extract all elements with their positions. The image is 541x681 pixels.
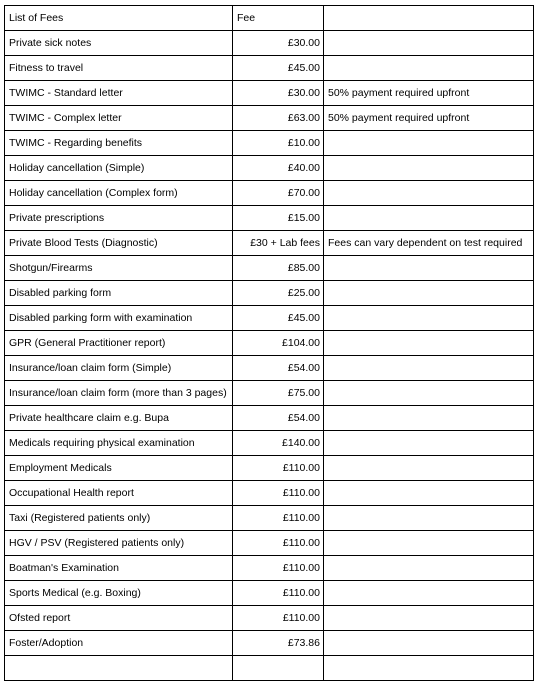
fee-note-cell	[324, 606, 534, 631]
fee-amount-cell: £45.00	[233, 306, 324, 331]
fee-item-cell: Private prescriptions	[5, 206, 233, 231]
table-row	[5, 606, 534, 631]
table-row	[5, 281, 534, 306]
fee-amount-cell: £110.00	[233, 481, 324, 506]
fee-amount-cell: £110.00	[233, 581, 324, 606]
table-row	[5, 81, 534, 106]
fee-note-cell	[324, 381, 534, 406]
fee-amount-cell: £45.00	[233, 56, 324, 81]
fee-note-cell	[324, 131, 534, 156]
fee-amount-cell: £110.00	[233, 556, 324, 581]
table-row	[5, 356, 534, 381]
fee-note-cell	[324, 406, 534, 431]
fee-amount-cell: £70.00	[233, 181, 324, 206]
fee-item-cell: Shotgun/Firearms	[5, 256, 233, 281]
fee-note-cell	[324, 506, 534, 531]
fee-item-cell: Private Blood Tests (Diagnostic)	[5, 231, 233, 256]
fee-item-cell: TWIMC - Standard letter	[5, 81, 233, 106]
fee-item-cell: HGV / PSV (Registered patients only)	[5, 531, 233, 556]
fee-note-cell	[324, 181, 534, 206]
fee-amount-cell: £54.00	[233, 356, 324, 381]
table-header-row	[5, 6, 534, 31]
table-row	[5, 106, 534, 131]
fee-note-cell	[324, 331, 534, 356]
fee-item-cell: Holiday cancellation (Simple)	[5, 156, 233, 181]
fee-amount-cell: £40.00	[233, 156, 324, 181]
table-row	[5, 631, 534, 656]
fee-item-cell: Private healthcare claim e.g. Bupa	[5, 406, 233, 431]
fee-amount-cell: £10.00	[233, 131, 324, 156]
fee-note-cell	[324, 456, 534, 481]
fee-amount-cell: £30.00	[233, 31, 324, 56]
fee-note-cell	[324, 431, 534, 456]
fee-amount-cell: £75.00	[233, 381, 324, 406]
fee-amount-cell: £30 + Lab fees	[233, 231, 324, 256]
fee-item-cell: Employment Medicals	[5, 456, 233, 481]
fee-item-cell	[5, 656, 233, 681]
table-row	[5, 331, 534, 356]
fees-table	[4, 5, 534, 681]
fee-item-cell: Ofsted report	[5, 606, 233, 631]
fee-amount-cell: £25.00	[233, 281, 324, 306]
table-row	[5, 56, 534, 81]
table-row	[5, 531, 534, 556]
table-row	[5, 156, 534, 181]
fee-amount-cell: £110.00	[233, 506, 324, 531]
fee-item-cell: Sports Medical (e.g. Boxing)	[5, 581, 233, 606]
fee-note-cell	[324, 256, 534, 281]
table-row	[5, 306, 534, 331]
fee-amount-cell: £110.00	[233, 456, 324, 481]
header-fee-cell: Fee	[233, 6, 324, 31]
fee-note-cell: 50% payment required upfront	[324, 81, 534, 106]
table-row	[5, 406, 534, 431]
fee-note-cell	[324, 631, 534, 656]
fee-amount-cell: £63.00	[233, 106, 324, 131]
fee-note-cell	[324, 356, 534, 381]
table-row	[5, 206, 534, 231]
table-row	[5, 31, 534, 56]
fee-note-cell: 50% payment required upfront	[324, 106, 534, 131]
fee-item-cell: TWIMC - Complex letter	[5, 106, 233, 131]
table-row	[5, 456, 534, 481]
fee-note-cell	[324, 306, 534, 331]
table-row	[5, 581, 534, 606]
fee-item-cell: Insurance/loan claim form (more than 3 pages)	[5, 381, 233, 406]
fee-note-cell	[324, 481, 534, 506]
fee-note-cell	[324, 581, 534, 606]
fee-amount-cell: £15.00	[233, 206, 324, 231]
fee-item-cell: Foster/Adoption	[5, 631, 233, 656]
table-row	[5, 481, 534, 506]
fee-amount-cell: £110.00	[233, 531, 324, 556]
fee-amount-cell: £73.86	[233, 631, 324, 656]
fee-note-cell	[324, 531, 534, 556]
fee-amount-cell: £54.00	[233, 406, 324, 431]
table-row	[5, 506, 534, 531]
fee-item-cell: Boatman's Examination	[5, 556, 233, 581]
fee-amount-cell: £85.00	[233, 256, 324, 281]
table-row	[5, 256, 534, 281]
table-row	[5, 556, 534, 581]
fee-note-cell	[324, 656, 534, 681]
table-row	[5, 131, 534, 156]
fee-item-cell: Holiday cancellation (Complex form)	[5, 181, 233, 206]
fee-note-cell	[324, 31, 534, 56]
header-item-cell: List of Fees	[5, 6, 233, 31]
table-row	[5, 181, 534, 206]
fee-item-cell: Medicals requiring physical examination	[5, 431, 233, 456]
fee-note-cell	[324, 556, 534, 581]
fee-item-cell: GPR (General Practitioner report)	[5, 331, 233, 356]
fee-item-cell: Disabled parking form with examination	[5, 306, 233, 331]
fee-note-cell	[324, 206, 534, 231]
table-row	[5, 431, 534, 456]
fee-amount-cell: £30.00	[233, 81, 324, 106]
fee-item-cell: TWIMC - Regarding benefits	[5, 131, 233, 156]
fee-item-cell: Taxi (Registered patients only)	[5, 506, 233, 531]
fee-amount-cell: £110.00	[233, 606, 324, 631]
fee-amount-cell: £140.00	[233, 431, 324, 456]
table-row	[5, 381, 534, 406]
fee-note-cell: Fees can vary dependent on test required	[324, 231, 534, 256]
fee-amount-cell	[233, 656, 324, 681]
fee-amount-cell: £104.00	[233, 331, 324, 356]
fee-item-cell: Disabled parking form	[5, 281, 233, 306]
fee-note-cell	[324, 56, 534, 81]
fees-table-body	[5, 6, 534, 681]
table-row	[5, 656, 534, 681]
fee-note-cell	[324, 281, 534, 306]
fee-item-cell: Private sick notes	[5, 31, 233, 56]
header-note-cell	[324, 6, 534, 31]
fee-item-cell: Occupational Health report	[5, 481, 233, 506]
table-row	[5, 231, 534, 256]
fee-note-cell	[324, 156, 534, 181]
fee-item-cell: Fitness to travel	[5, 56, 233, 81]
fee-item-cell: Insurance/loan claim form (Simple)	[5, 356, 233, 381]
